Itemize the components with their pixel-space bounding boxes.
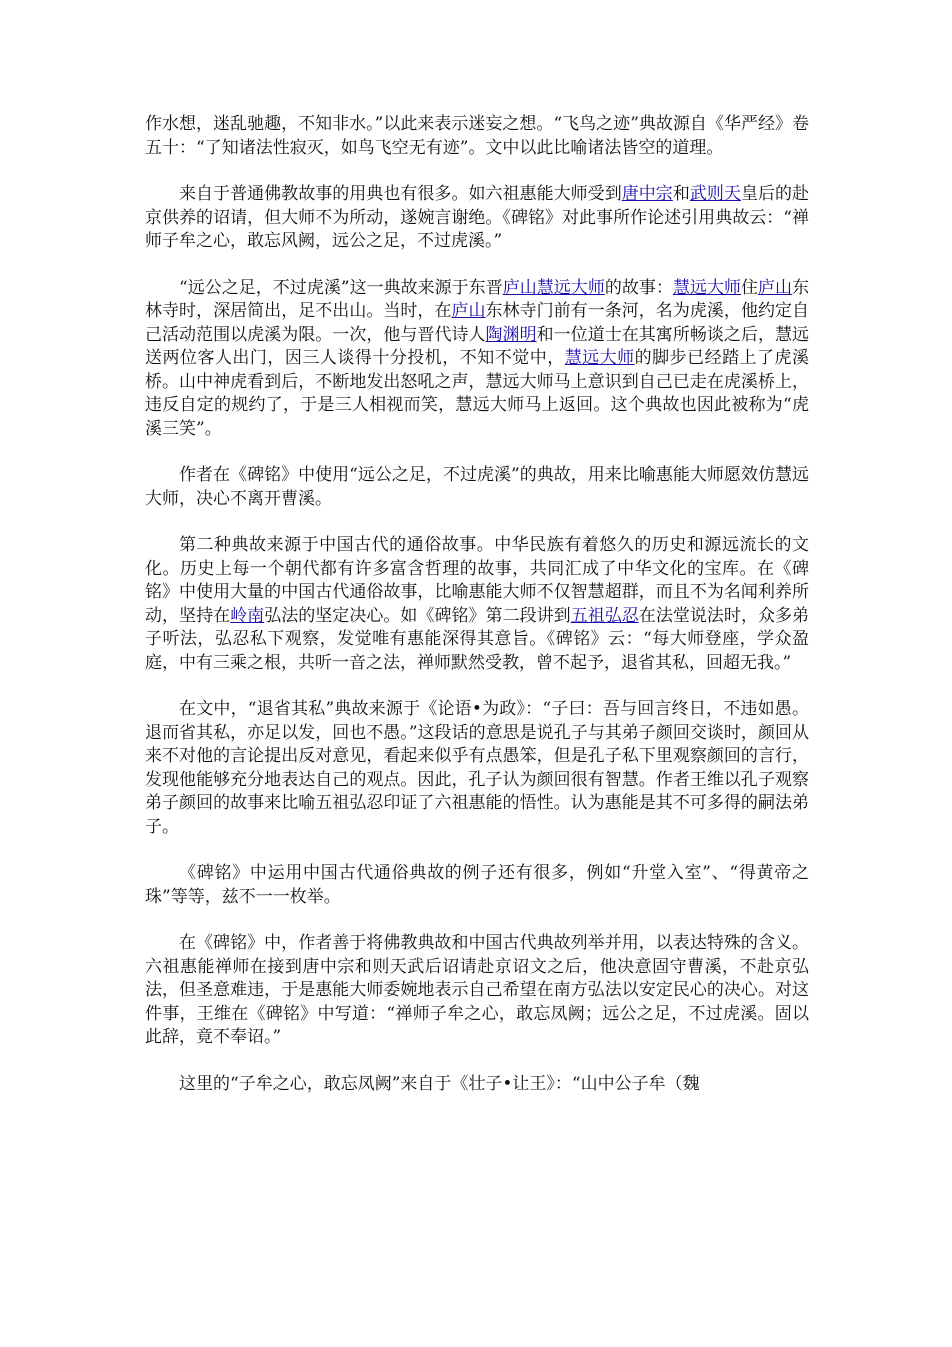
document-page — [145, 113, 809, 1119]
paragraph — [145, 534, 809, 675]
hyperlink[interactable]: 岭南 — [230, 605, 265, 626]
paragraph — [145, 183, 809, 254]
hyperlink[interactable]: 庐山 — [451, 301, 486, 321]
hyperlink[interactable]: 庐山 — [502, 277, 537, 298]
text-run: 皇后的赴京供养的诏请，但大师不为所动，遂婉言谢绝。《碑铭》对此事所作论述引用典故云：“禅师子牟之心，敢忘风阙，远公之足，不过虎溪。” — [145, 184, 810, 251]
text-run: 和一位道士在其寓所畅谈之后，慧远送两位客人出门，因三人谈得十分投机，不知不觉中， — [145, 324, 810, 368]
paragraph — [145, 277, 809, 442]
hyperlink[interactable]: 唐中宗 — [621, 184, 673, 204]
paragraph — [145, 862, 809, 909]
text-run: 这里的“子牟之心，敢忘凤阙”来自于《壮子•让王》：“山中公子牟（魏 — [179, 1073, 700, 1094]
text-run: 和 — [672, 184, 690, 204]
text-run: 第二种典故来源于中国古代的通俗故事。中华民族有着悠久的历史和源远流长的文化。历史上每一个朝代都有许多富含哲理的故事，共同汇成了中华文化的宝库。在《碑铭》中使用大量的中国古代通俗故事，比喻惠能大师不仅智慧超群，而且不为名闻利养所动，坚持在 — [145, 535, 809, 626]
paragraph — [145, 698, 809, 839]
hyperlink[interactable]: 武则天 — [689, 184, 741, 204]
text-run: 作水想，迷乱驰趣，不知非水。”以此来表示迷妄之想。“飞鸟之迹”典故源自《华严经》卷五十：“了知诸法性寂灭，如鸟飞空无有迹”。文中以此比喻诸法皆空的道理。 — [145, 114, 809, 158]
paragraph — [145, 113, 809, 160]
text-run: 的脚步已经踏上了虎溪桥。山中神虎看到后，不断地发出怒吼之声，慧远大师马上意识到自己已走在虎溪桥上，违反自定的规约了，于是三人相视而笑，慧远大师马上返回。这个典故也因此被称为“虎溪三笑”。 — [145, 348, 810, 439]
text-run: 《碑铭》中运用中国古代通俗典故的例子还有很多，例如“升堂入室”、“得黄帝之珠”等等，兹不一一枚举。 — [145, 863, 809, 907]
hyperlink[interactable]: 陶渊明 — [485, 324, 537, 345]
text-run: “远公之足，不过虎溪”这一典故来源于东晋 — [179, 277, 503, 298]
text-run: 来自于普通佛教故事的用典也有很多。如六祖惠能大师受到 — [179, 184, 622, 204]
text-run: 东林寺时，深居简出，足不出山。当时，在 — [145, 277, 810, 321]
paragraph — [145, 932, 809, 1050]
text-run: 作者在《碑铭》中使用“远公之足，不过虎溪”的典故，用来比喻惠能大师愿效仿慧远大师，决心不离开曹溪。 — [145, 465, 809, 509]
paragraph — [145, 464, 809, 511]
text-run: 住 — [741, 277, 759, 298]
text-run: 在文中，“退省其私”典故来源于《论语•为政》：“子曰：吾与回言终日，不违如愚。退而省其私，亦足以发，回也不愚。”这段话的意思是说孔子与其弟子颜回交谈时，颜回从来不对他的言论提出反对意见，看起来似乎有点愚笨，但是孔子私下里观察颜回的言行，发现他能够充分地表达自己的观点。因此，孔子认为颜回很有智慧。作者王维以孔子观察弟子颜回的故事来比喻五祖弘忍印证了六祖惠能的悟性。认为惠能是其不可多得的嗣法弟子。 — [145, 699, 809, 837]
hyperlink[interactable]: 庐山 — [758, 277, 793, 298]
text-run: 在法堂说法时，众多弟子听法，弘忍私下观察，发觉唯有惠能深得其意旨。《碑铭》云：“每大师登座，学众盈庭，中有三乘之根，共听一音之法，禅师默然受教，曾不起予，退省其私，回超无我。” — [145, 605, 810, 673]
text-run: 弘法的坚定决心。如《碑铭》第二段讲到 — [264, 605, 571, 626]
hyperlink[interactable]: 慧远大师 — [564, 348, 635, 368]
text-run: 东林寺门前有一条河，名为虎溪，他约定自己活动范围以虎溪为限。一次，他与晋代诗人 — [145, 301, 810, 345]
hyperlink[interactable]: 慧远大师 — [536, 277, 605, 298]
text-run: 在《碑铭》中，作者善于将佛教典故和中国古代典故列举并用，以表达特殊的含义。六祖惠能禅师在接到唐中宗和则天武后诏请赴京诏文之后，他决意固守曹溪，不赴京弘法，但圣意难违，于是惠能大师委婉地表示自己希望在南方弘法以安定民心的决心。对这件事，王维在《碑铭》中写道：“禅师子牟之心，敢忘凤阙；远公之足，不过虎溪。固以此辞，竟不奉诏。” — [145, 933, 809, 1047]
hyperlink[interactable]: 五祖弘忍 — [570, 605, 639, 626]
hyperlink[interactable]: 慧远大师 — [672, 277, 741, 298]
paragraph — [145, 1073, 809, 1097]
text-run: 的故事： — [604, 277, 673, 298]
